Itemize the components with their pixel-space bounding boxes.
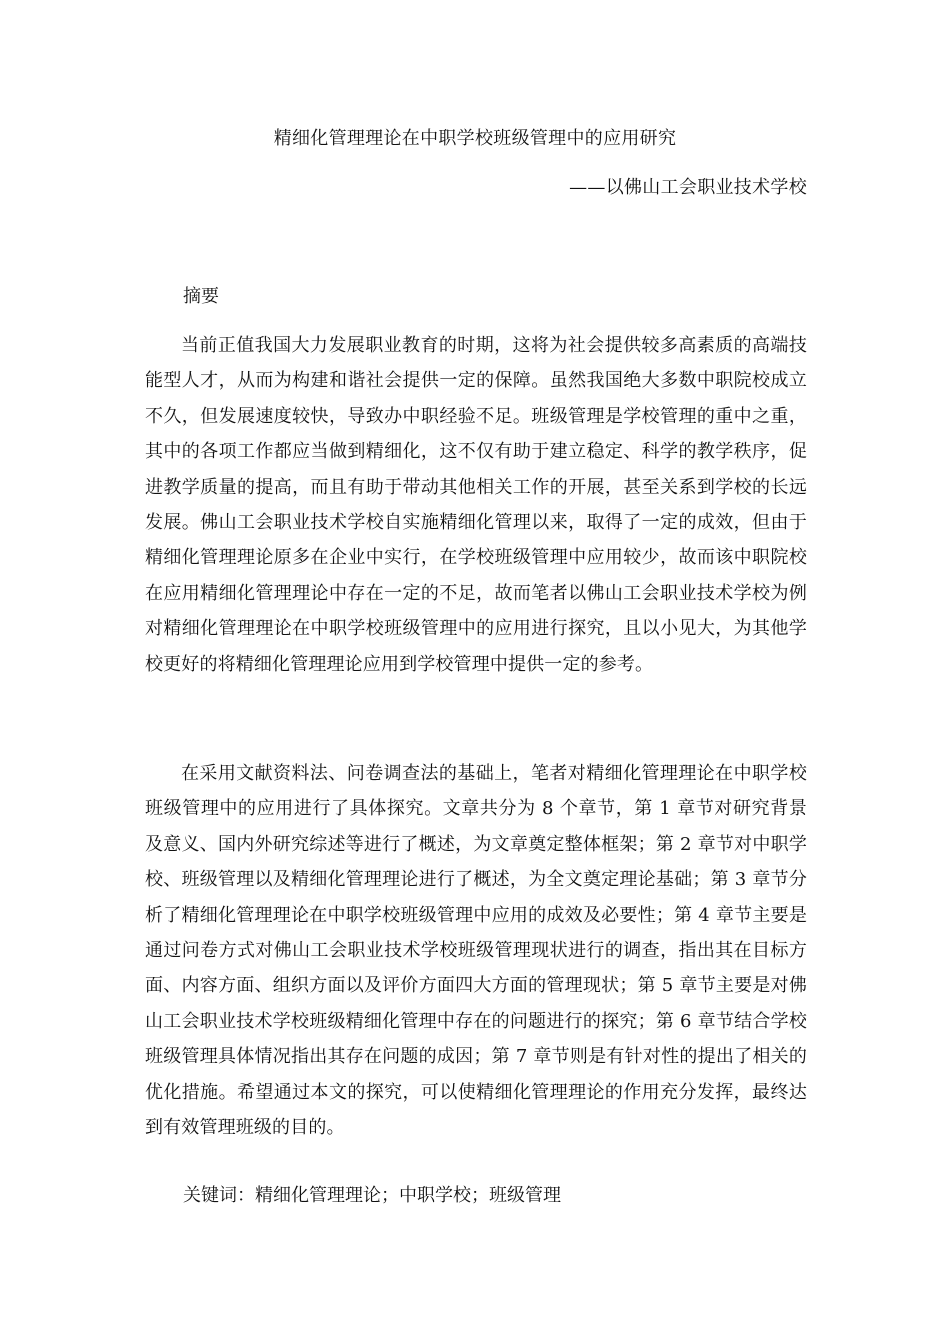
abstract-paragraph-1: 当前正值我国大力发展职业教育的时期，这将为社会提供较多高素质的高端技能型人才，从而为构建和谐社会提供一定的保障。虽然我国绝大多数中职院校成立不久，但发展速度较快，导致办中职经验不足。班级管理是学校管理的重中之重，其中的各项工作都应当做到精细化，这不仅有助于建立稳定、科学的教学秩序，促进教学质量的提高，而且有助于带动其他相关工作的开展，甚至关系到学校的长远发展。佛山工会职业技术学校自实施精细化管理以来，取得了一定的成效，但由于精细化管理理论原多在企业中实行，在学校班级管理中应用较少，故而该中职院校在应用精细化管理理论中存在一定的不足，故而笔者以佛山工会职业技术学校为例对精细化管理理论在中职学校班级管理中的应用进行探究，且以小见大，为其他学校更好的将精细化管理理论应用到学校管理中提供一定的参考。 <box>145 335 807 675</box>
abstract-paragraph-2: 在采用文献资料法、问卷调查法的基础上，笔者对精细化管理理论在中职学校班级管理中的应用进行了具体探究。文章共分为 8 个章节，第 1 章节对研究背景及意义、国内外研究综述等进行了概述，为文章奠定整体框架；第 2 章节对中职学校、班级管理以及精细化管理理论进行了概述，为全文奠定理论基础；第 3 章节分析了精细化管理理论在中职学校班级管理中应用的成效及必要性；第 4 章节主要是通过问卷方式对佛山工会职业技术学校班级管理现状进行的调查，指出其在目标方面、内容方面、组织方面以及评价方面四大方面的管理现状；第 5 章节主要是对佛山工会职业技术学校班级精细化管理中存在的问题进行的探究；第 6 章节结合学校班级管理具体情况指出其存在问题的成因；第 7 章节则是有针对性的提出了相关的优化措施。希望通过本文的探究，可以使精细化管理理论的作用充分发挥，最终达到有效管理班级的目的。 <box>145 763 807 1139</box>
document-title: 精细化管理理论在中职学校班级管理中的应用研究 <box>273 128 677 149</box>
abstract-heading: 摘要 <box>183 286 219 307</box>
keywords-line: 关键词：精细化管理理论；中职学校；班级管理 <box>183 1185 561 1206</box>
document-subtitle: ——以佛山工会职业技术学校 <box>569 177 807 198</box>
